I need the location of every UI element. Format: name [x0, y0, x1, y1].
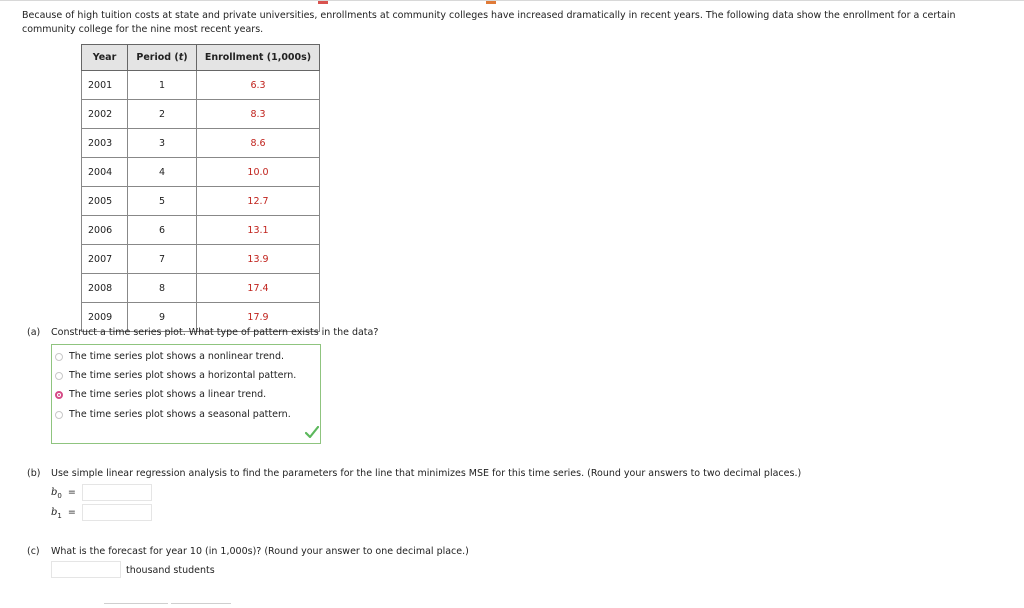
cell-period: 4 [128, 158, 197, 187]
b0-label: $b_0$ = [51, 487, 76, 500]
cell-enrollment: 10.0 [197, 158, 320, 187]
cell-enrollment: 6.3 [197, 71, 320, 100]
forecast-input[interactable] [51, 561, 121, 578]
header-enrollment: Enrollment (1,000s) [197, 45, 320, 71]
b1-label: $b_1$ = [51, 507, 76, 520]
cell-period: 1 [128, 71, 197, 100]
cell-period: 7 [128, 245, 197, 274]
table-row [82, 129, 320, 158]
cell-enrollment: 17.9 [197, 303, 320, 332]
problem-intro: Because of high tuition costs at state and private universities, enrollments at community colleges have increased dramatically in recent years. The following data show the enrollment for a certain community college for the nine most recent years. [22, 10, 956, 35]
table-row [82, 187, 320, 216]
question-c [27, 546, 469, 557]
cell-period: 3 [128, 129, 197, 158]
table-row [82, 216, 320, 245]
enrollment-table [81, 44, 320, 332]
top-marker-orange [486, 1, 496, 4]
cell-enrollment: 17.4 [197, 274, 320, 303]
bottom-button-edge[interactable] [104, 603, 168, 608]
question-b [27, 468, 801, 479]
top-border [0, 0, 1024, 5]
checkmark-icon [305, 426, 319, 438]
table-header-row [82, 45, 320, 71]
b1-input[interactable] [82, 504, 152, 521]
header-period-suffix: ) [183, 52, 188, 63]
table-row [82, 158, 320, 187]
cell-year: 2009 [82, 303, 128, 332]
top-marker-red [318, 1, 328, 4]
question-c-label: (c) [27, 546, 40, 557]
cell-year: 2005 [82, 187, 128, 216]
cell-enrollment: 13.1 [197, 216, 320, 245]
cell-year: 2003 [82, 129, 128, 158]
b0-input[interactable] [82, 484, 152, 501]
table-row [82, 245, 320, 274]
bottom-button-edge[interactable] [171, 603, 231, 608]
cell-period: 2 [128, 100, 197, 129]
cell-year: 2001 [82, 71, 128, 100]
table-row [82, 274, 320, 303]
cell-year: 2002 [82, 100, 128, 129]
cell-year: 2008 [82, 274, 128, 303]
cell-period: 5 [128, 187, 197, 216]
cell-enrollment: 8.6 [197, 129, 320, 158]
question-a-text: Construct a time series plot. What type of pattern exists in the data? [51, 327, 379, 338]
forecast-unit: thousand students [126, 565, 215, 576]
answer-a-box [51, 344, 321, 444]
cell-year: 2004 [82, 158, 128, 187]
cell-year: 2006 [82, 216, 128, 245]
table-row [82, 71, 320, 100]
header-period-prefix: Period ( [136, 52, 179, 63]
header-year: Year [82, 45, 128, 71]
cell-period: 6 [128, 216, 197, 245]
option-text: The time series plot shows a nonlinear trend. [69, 351, 284, 362]
radio-button[interactable] [55, 353, 63, 361]
option-text: The time series plot shows a horizontal pattern. [69, 370, 297, 381]
question-a-label: (a) [27, 327, 41, 338]
cell-period: 9 [128, 303, 197, 332]
question-b-text: Use simple linear regression analysis to find the parameters for the line that minimizes MSE for this time series. (Round your answers to two decimal places.) [51, 468, 802, 479]
cell-enrollment: 12.7 [197, 187, 320, 216]
radio-button-selected[interactable] [55, 391, 63, 399]
cell-year: 2007 [82, 245, 128, 274]
radio-button[interactable] [55, 372, 63, 380]
option-text: The time series plot shows a linear trend. [69, 389, 267, 400]
cell-period: 8 [128, 274, 197, 303]
header-period [128, 45, 197, 71]
header-period-var: t [178, 52, 184, 63]
table-row [82, 100, 320, 129]
cell-enrollment: 13.9 [197, 245, 320, 274]
option-text: The time series plot shows a seasonal pattern. [69, 409, 291, 420]
question-a [27, 327, 378, 338]
question-c-text: What is the forecast for year 10 (in 1,000s)? (Round your answer to one decimal place.) [51, 546, 469, 557]
question-b-label: (b) [27, 468, 41, 479]
radio-button[interactable] [55, 411, 63, 419]
cell-enrollment: 8.3 [197, 100, 320, 129]
